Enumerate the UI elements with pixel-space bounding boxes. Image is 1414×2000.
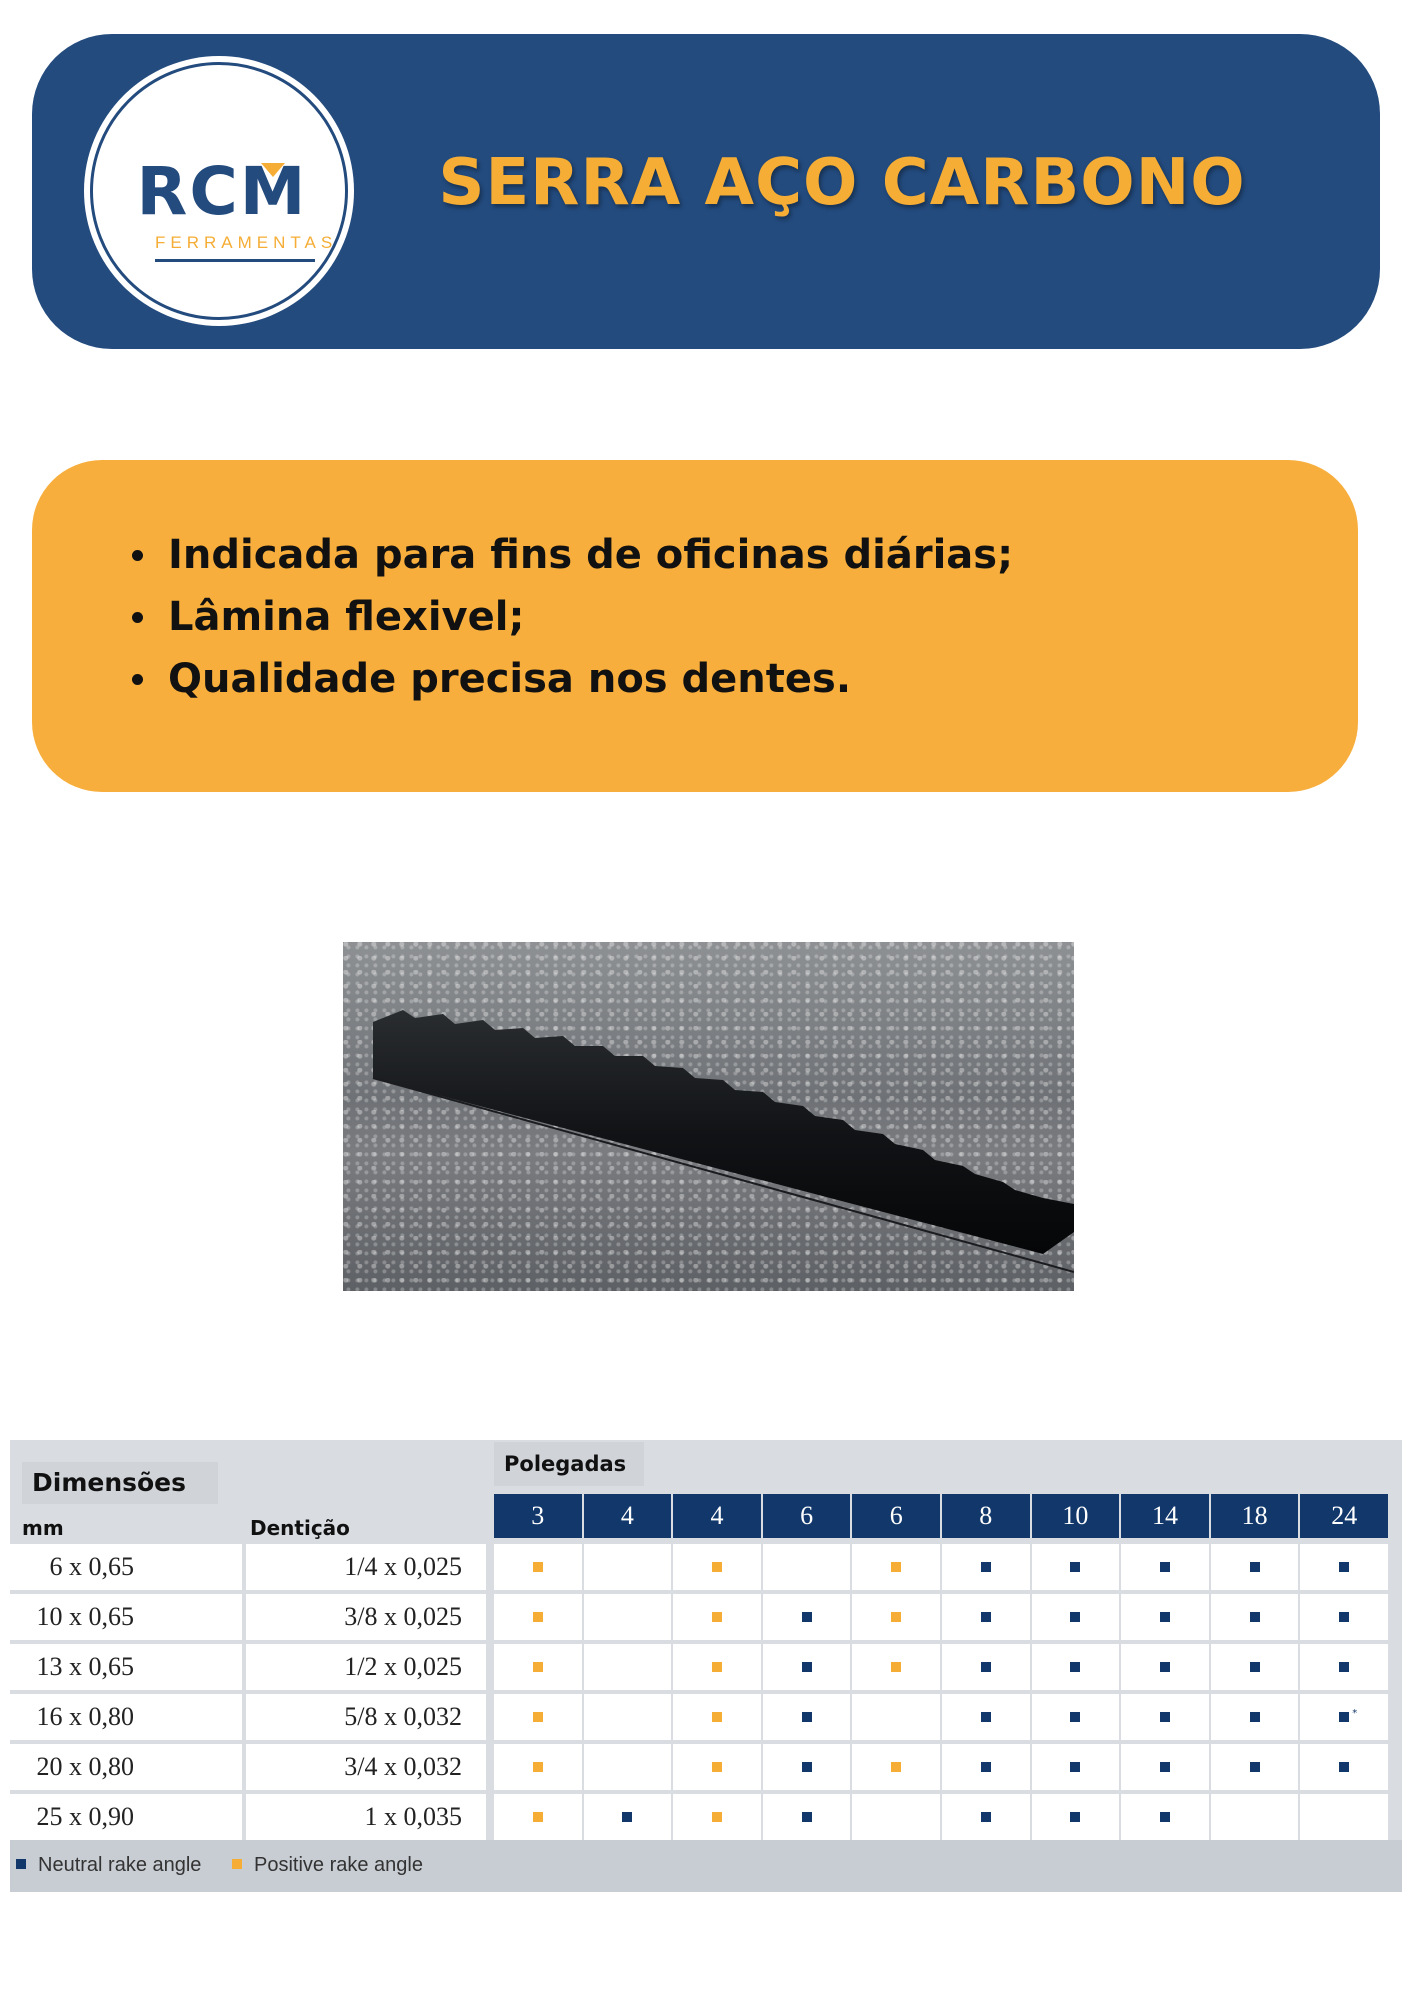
dimension-value: 10 x 0,65 (36, 1602, 134, 1631)
neutral-rake-marker (1070, 1662, 1080, 1672)
dimension-value: 25 x 0,90 (36, 1802, 134, 1831)
table-row (10, 1644, 1402, 1690)
neutral-rake-marker (981, 1712, 991, 1722)
page-title: SERRA AÇO CARBONO (438, 146, 1246, 220)
product-photo (343, 942, 1074, 1291)
cell-mark (1211, 1594, 1299, 1640)
feature-text: Indicada para fins de oficinas diárias; (168, 532, 1014, 578)
feature-item (132, 648, 1013, 710)
cell-mark (584, 1794, 672, 1840)
positive-rake-marker (712, 1712, 722, 1722)
dimension-value: 20 x 0,80 (36, 1752, 134, 1781)
cell-mark (763, 1544, 851, 1590)
cell-mark (763, 1794, 851, 1840)
cell-mark (942, 1694, 1030, 1740)
cell-mark (494, 1644, 582, 1690)
denticao-value: 5/8 x 0,032 (344, 1702, 462, 1731)
neutral-rake-marker (981, 1812, 991, 1822)
feature-item (132, 524, 1013, 586)
table-row (10, 1594, 1402, 1640)
header-mm: mm (22, 1516, 64, 1540)
cell-denticao (246, 1544, 486, 1590)
legend-neutral: Neutral rake angle (38, 1854, 202, 1876)
cell-dimension (10, 1744, 242, 1790)
positive-rake-marker (712, 1612, 722, 1622)
specs-table (10, 1440, 1402, 1892)
cell-mark (942, 1744, 1030, 1790)
table-row (10, 1744, 1402, 1790)
neutral-rake-marker (1070, 1712, 1080, 1722)
positive-rake-marker (533, 1662, 543, 1672)
cell-mark (1121, 1744, 1209, 1790)
neutral-rake-marker (1160, 1762, 1170, 1772)
cell-mark (584, 1594, 672, 1640)
cell-dimension (10, 1644, 242, 1690)
positive-rake-marker (533, 1612, 543, 1622)
neutral-rake-marker (1250, 1762, 1260, 1772)
cell-mark (1121, 1544, 1209, 1590)
neutral-rake-marker (1070, 1562, 1080, 1572)
cell-mark (852, 1544, 940, 1590)
cell-mark (494, 1794, 582, 1840)
neutral-rake-marker (802, 1712, 812, 1722)
cell-mark (763, 1694, 851, 1740)
cell-mark (584, 1644, 672, 1690)
neutral-legend-icon (16, 1859, 26, 1869)
neutral-rake-marker (1250, 1562, 1260, 1572)
cell-mark (1121, 1694, 1209, 1740)
neutral-rake-marker (1160, 1662, 1170, 1672)
cell-mark (1121, 1644, 1209, 1690)
cell-mark (1211, 1694, 1299, 1740)
positive-rake-marker (533, 1812, 543, 1822)
cell-mark (1121, 1794, 1209, 1840)
cell-mark (1300, 1794, 1388, 1840)
neutral-rake-marker (1070, 1812, 1080, 1822)
positive-rake-marker (891, 1562, 901, 1572)
cell-mark (763, 1594, 851, 1640)
denticao-value: 1/4 x 0,025 (344, 1552, 462, 1581)
cell-mark (494, 1744, 582, 1790)
features-list (32, 524, 1013, 710)
cell-mark (673, 1544, 761, 1590)
neutral-rake-marker (1250, 1612, 1260, 1622)
logo-subtitle: FERRAMENTAS (155, 233, 338, 252)
dimension-value: 13 x 0,65 (36, 1652, 134, 1681)
column-header: 8 (942, 1494, 1030, 1538)
neutral-rake-marker (1160, 1812, 1170, 1822)
column-header: 4 (673, 1494, 761, 1538)
cell-mark (852, 1694, 940, 1740)
positive-rake-marker (533, 1712, 543, 1722)
cell-mark (852, 1594, 940, 1640)
cell-denticao (246, 1644, 486, 1690)
positive-legend-icon (232, 1859, 242, 1869)
table-row (10, 1544, 1402, 1590)
cell-dimension (10, 1794, 242, 1840)
neutral-rake-marker (802, 1812, 812, 1822)
dimension-value: 6 x 0,65 (49, 1552, 134, 1581)
positive-rake-marker (891, 1762, 901, 1772)
column-header: 24 (1300, 1494, 1388, 1538)
positive-rake-marker (533, 1762, 543, 1772)
cell-mark (673, 1644, 761, 1690)
neutral-rake-marker (1339, 1662, 1349, 1672)
neutral-rake-marker (1070, 1612, 1080, 1622)
column-header: 3 (494, 1494, 582, 1538)
neutral-rake-marker (1339, 1612, 1349, 1622)
feature-text: Qualidade precisa nos dentes. (168, 656, 852, 702)
cell-mark (584, 1744, 672, 1790)
neutral-rake-marker (1160, 1612, 1170, 1622)
footnote-marker: * (1352, 1708, 1358, 1719)
cell-dimension (10, 1594, 242, 1640)
neutral-rake-marker (1339, 1712, 1349, 1722)
neutral-rake-marker (981, 1762, 991, 1772)
cell-mark (1300, 1694, 1388, 1740)
cell-mark (1032, 1794, 1120, 1840)
neutral-rake-marker (1160, 1562, 1170, 1572)
column-header: 18 (1211, 1494, 1299, 1538)
cell-denticao (246, 1694, 486, 1740)
cell-mark (584, 1544, 672, 1590)
cell-mark (852, 1644, 940, 1690)
column-header: 4 (584, 1494, 672, 1538)
denticao-value: 1 x 0,035 (364, 1802, 462, 1831)
cell-mark (942, 1544, 1030, 1590)
cell-mark (673, 1744, 761, 1790)
cell-mark (942, 1594, 1030, 1640)
bullet-icon (132, 550, 143, 561)
neutral-rake-marker (802, 1762, 812, 1772)
cell-mark (1032, 1544, 1120, 1590)
positive-rake-marker (533, 1562, 543, 1572)
logo-accent-icon (261, 163, 285, 177)
feature-text: Lâmina flexivel; (168, 594, 525, 640)
bullet-icon (132, 674, 143, 685)
table-row (10, 1794, 1402, 1840)
logo (80, 52, 358, 330)
neutral-rake-marker (802, 1662, 812, 1672)
cell-mark (1121, 1594, 1209, 1640)
saw-blade-illustration (343, 942, 1074, 1291)
cell-mark (1300, 1594, 1388, 1640)
header-banner (32, 34, 1380, 349)
positive-rake-marker (891, 1612, 901, 1622)
cell-mark (494, 1544, 582, 1590)
table-row (10, 1694, 1402, 1740)
cell-mark (1032, 1694, 1120, 1740)
denticao-value: 3/4 x 0,032 (344, 1752, 462, 1781)
positive-rake-marker (712, 1762, 722, 1772)
cell-mark (494, 1694, 582, 1740)
neutral-rake-marker (1250, 1712, 1260, 1722)
cell-mark (673, 1694, 761, 1740)
neutral-rake-marker (1070, 1762, 1080, 1772)
cell-mark (763, 1644, 851, 1690)
table-legend (10, 1840, 1402, 1892)
cell-mark (1300, 1544, 1388, 1590)
neutral-rake-marker (981, 1612, 991, 1622)
cell-mark (942, 1794, 1030, 1840)
positive-rake-marker (712, 1562, 722, 1572)
cell-dimension (10, 1544, 242, 1590)
neutral-rake-marker (1339, 1562, 1349, 1572)
header-denticao: Dentição (250, 1516, 350, 1540)
cell-denticao (246, 1744, 486, 1790)
logo-text: RCM (136, 153, 308, 230)
positive-rake-marker (891, 1662, 901, 1672)
neutral-rake-marker (981, 1562, 991, 1572)
cell-mark (852, 1744, 940, 1790)
cell-mark (1300, 1644, 1388, 1690)
cell-mark (584, 1694, 672, 1740)
column-header: 6 (763, 1494, 851, 1538)
neutral-rake-marker (622, 1812, 632, 1822)
cell-denticao (246, 1794, 486, 1840)
legend-positive: Positive rake angle (254, 1854, 423, 1876)
positive-rake-marker (712, 1812, 722, 1822)
cell-denticao (246, 1594, 486, 1640)
neutral-rake-marker (1339, 1762, 1349, 1772)
cell-mark (763, 1744, 851, 1790)
cell-mark (1300, 1744, 1388, 1790)
column-header: 10 (1032, 1494, 1120, 1538)
cell-mark (1211, 1744, 1299, 1790)
cell-dimension (10, 1694, 242, 1740)
dimension-value: 16 x 0,80 (36, 1702, 134, 1731)
bullet-icon (132, 612, 143, 623)
neutral-rake-marker (1250, 1662, 1260, 1672)
denticao-value: 1/2 x 0,025 (344, 1652, 462, 1681)
cell-mark (1211, 1544, 1299, 1590)
header-polegadas: Polegadas (494, 1442, 644, 1486)
cell-mark (673, 1594, 761, 1640)
column-header: 14 (1121, 1494, 1209, 1538)
neutral-rake-marker (802, 1612, 812, 1622)
cell-mark (1211, 1644, 1299, 1690)
cell-mark (1211, 1794, 1299, 1840)
column-header: 6 (852, 1494, 940, 1538)
logo-underline (155, 259, 315, 262)
cell-mark (1032, 1594, 1120, 1640)
denticao-value: 3/8 x 0,025 (344, 1602, 462, 1631)
features-box (32, 460, 1358, 792)
cell-mark (673, 1794, 761, 1840)
positive-rake-marker (712, 1662, 722, 1672)
feature-item (132, 586, 1013, 648)
cell-mark (1032, 1644, 1120, 1690)
cell-mark (942, 1644, 1030, 1690)
cell-mark (852, 1794, 940, 1840)
neutral-rake-marker (1160, 1712, 1170, 1722)
logo-ring (90, 62, 348, 320)
header-dimensions: Dimensões (22, 1462, 218, 1504)
neutral-rake-marker (981, 1662, 991, 1672)
cell-mark (494, 1594, 582, 1640)
cell-mark (1032, 1744, 1120, 1790)
